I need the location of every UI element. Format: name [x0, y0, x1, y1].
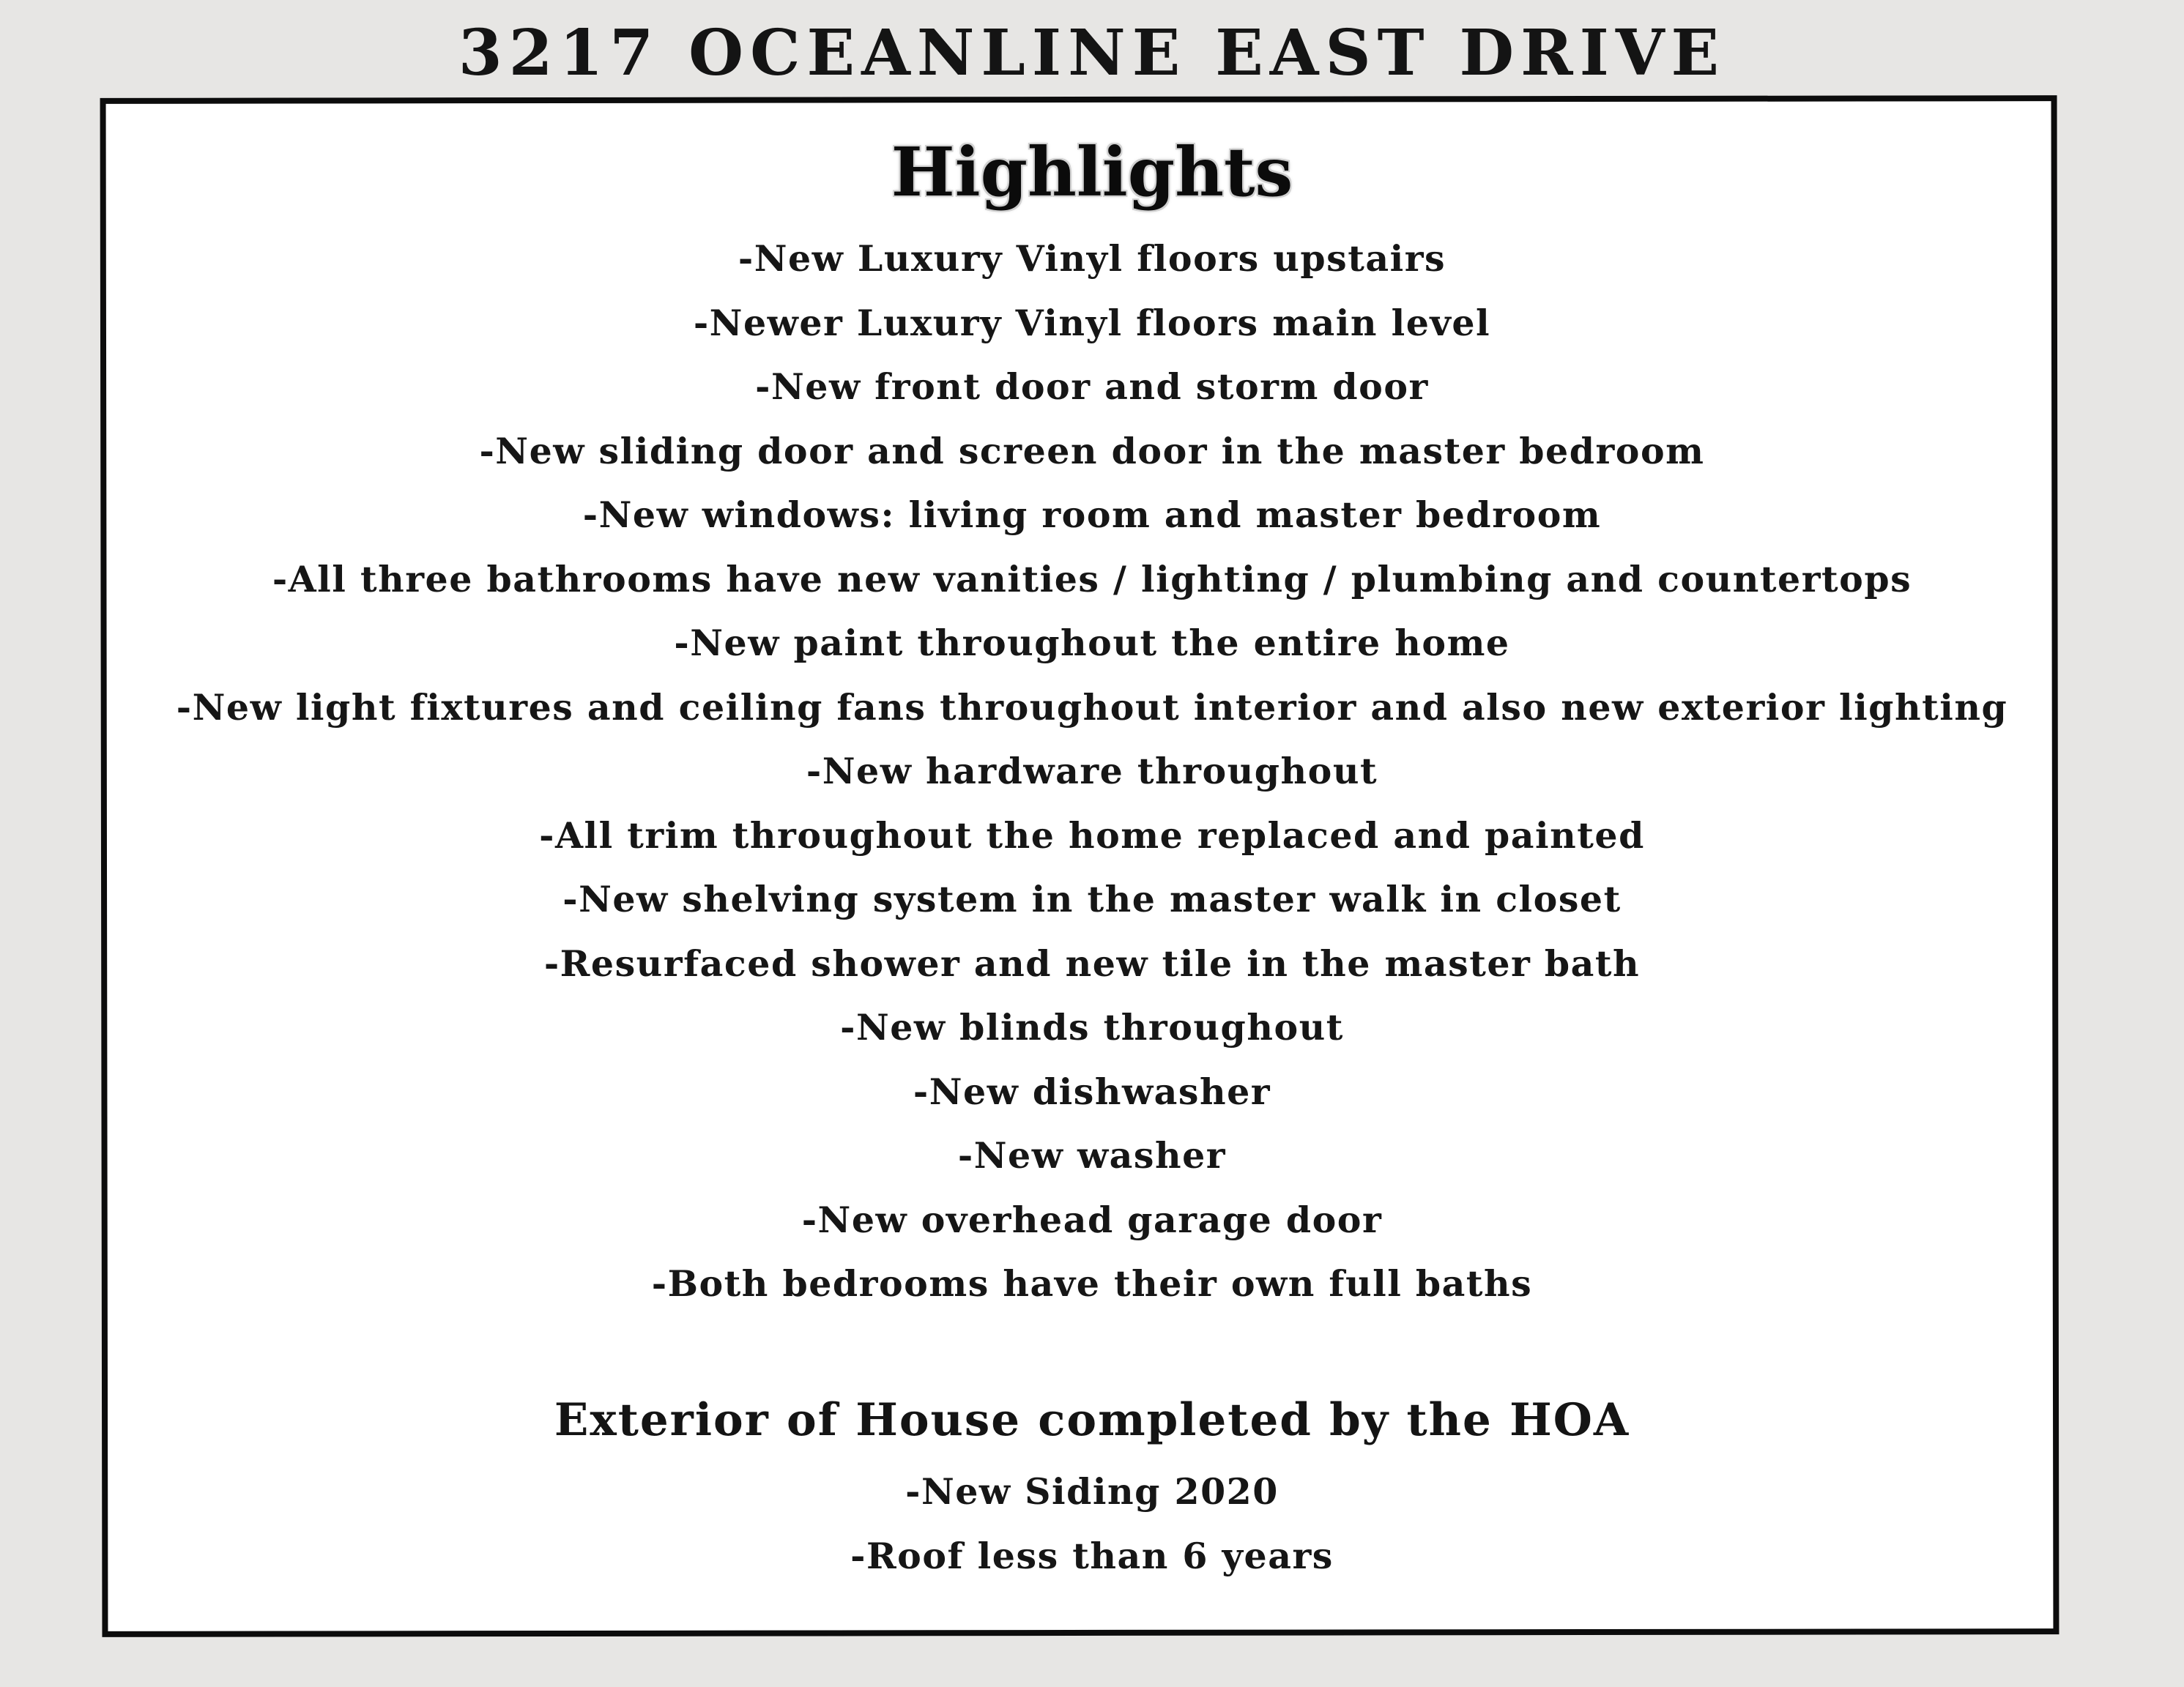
highlights-heading: Highlights: [891, 133, 1293, 212]
list-item: -Newer Luxury Vinyl floors main level: [693, 301, 1491, 344]
list-item: -New Luxury Vinyl floors upstairs: [738, 237, 1446, 280]
highlights-list: [0, 227, 2184, 1317]
list-item: -New sliding door and screen door in the master bedroom: [479, 429, 1705, 472]
list-item: -New paint throughout the entire home: [674, 622, 1510, 664]
list-item: -All three bathrooms have new vanities / lighting / plumbing and countertops: [272, 557, 1912, 600]
list-item: -Roof less than 6 years: [850, 1534, 1334, 1577]
list-item: -New light fixtures and ceiling fans throughout interior and also new exterior lighting: [176, 685, 2008, 729]
list-item: -New shelving system in the master walk in closet: [562, 878, 1622, 920]
list-item: -New overhead garage door: [801, 1198, 1383, 1241]
property-address: 3217 OCEANLINE EAST DRIVE: [458, 16, 1726, 90]
list-item: -New windows: living room and master bedroom: [582, 494, 1602, 536]
list-item: -New washer: [957, 1134, 1227, 1177]
exterior-list: [0, 1460, 2184, 1588]
list-item: -New dishwasher: [913, 1070, 1271, 1113]
list-item: -New Siding 2020: [905, 1470, 1279, 1513]
list-item: -New hardware throughout: [806, 750, 1378, 792]
exterior-heading: Exterior of House completed by the HOA: [554, 1394, 1630, 1446]
list-item: -All trim throughout the home replaced and painted: [539, 813, 1645, 857]
list-item: -New blinds throughout: [840, 1006, 1344, 1049]
list-item: -Both bedrooms have their own full baths: [651, 1262, 1533, 1305]
list-item: -New front door and storm door: [755, 365, 1429, 408]
list-item: -Resurfaced shower and new tile in the master bath: [543, 942, 1641, 985]
